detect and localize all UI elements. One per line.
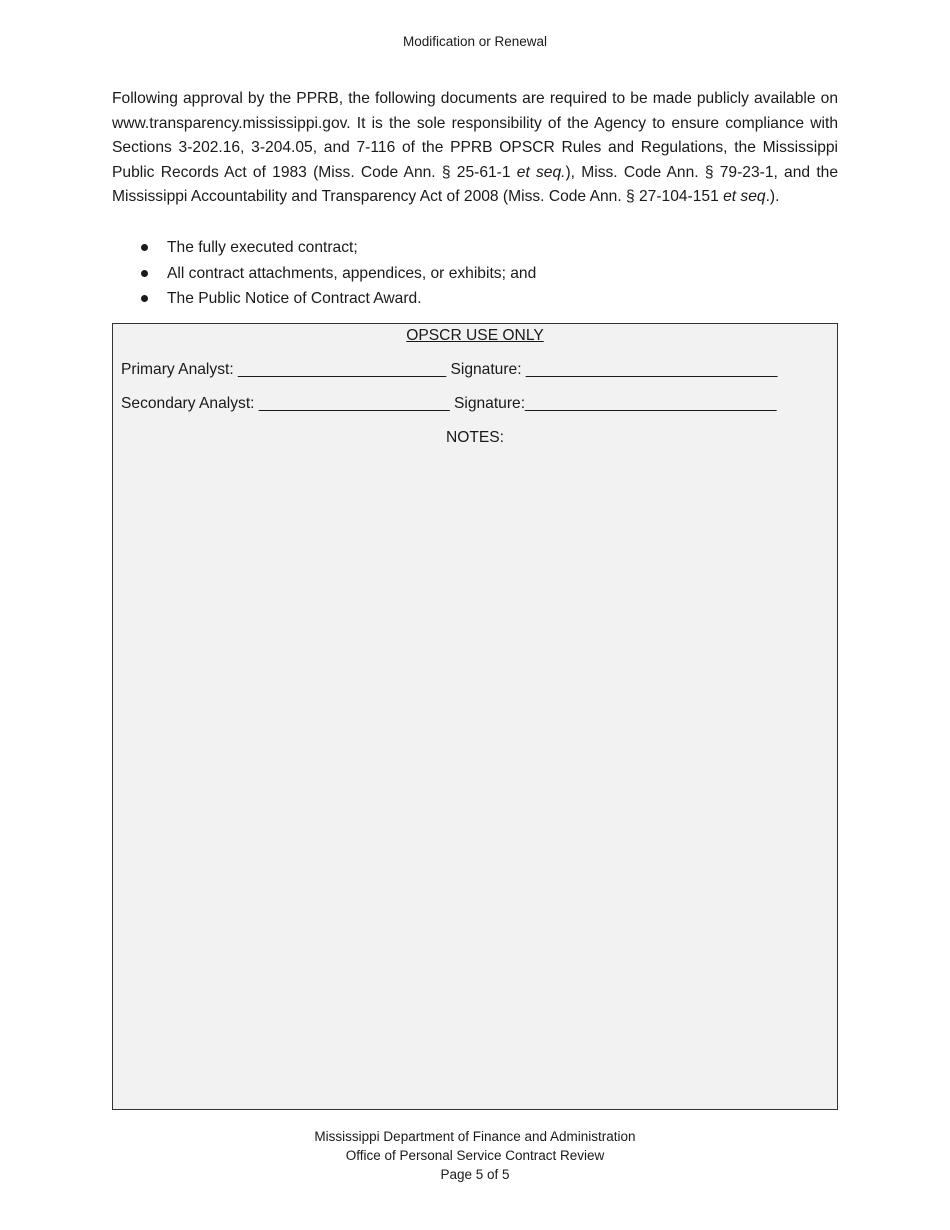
intro-text-part2: ), Miss. Code Ann. § 79-23-1, and the Mississippi Accountability and Transparency Act of 2008 (Miss. Code Ann. § 27-104-151 [112,163,838,205]
footer-page-number: Page 5 of 5 [440,1167,510,1182]
primary-signature-field[interactable]: _____________________________ [525,361,778,378]
bullet-icon [141,295,148,302]
list-item [112,235,838,261]
intro-italic-et-seq-2: et seq [723,188,766,205]
list-item-text: The Public Notice of Contract Award. [167,290,422,307]
secondary-signature-label: Signature: [449,395,526,412]
intro-text-part1: Following approval by the PPRB, the following documents are required to be made publicly available on www.transparency.mississippi.gov. It is the sole responsibility of the Agency to ensure compliance with Sections 3-202.16, 3-204.05, and 7-116 of the PPRB OPSCR Rules and Regulations, the Mississippi Public Records Act of 1983 (Miss. Code Ann. § 25-61-1 [112,90,838,181]
secondary-analyst-field[interactable]: ______________________ [258,395,450,412]
secondary-analyst-row [121,395,777,413]
header-title: Modification or Renewal [402,34,548,49]
bullet-icon [141,244,148,251]
footer-department: Mississippi Department of Finance and Administration [314,1129,636,1144]
list-item [112,261,838,287]
bullet-icon [141,270,148,277]
required-documents-list [112,235,838,312]
page-footer [0,1127,950,1184]
notes-label: NOTES: [445,429,505,446]
primary-analyst-label: Primary Analyst: [121,361,238,378]
primary-analyst-field[interactable]: ________________________ [237,361,447,378]
primary-analyst-row [121,361,777,379]
primary-signature-label: Signature: [446,361,526,378]
intro-italic-et-seq-1: et seq. [516,163,566,181]
list-item-text: All contract attachments, appendices, or exhibits; and [167,264,537,282]
secondary-analyst-label: Secondary Analyst: [121,395,259,412]
page-header [0,34,950,49]
footer-office: Office of Personal Service Contract Review [345,1148,605,1163]
opscr-box-title: OPSCR USE ONLY [406,327,544,344]
opscr-use-only-box [112,323,838,1110]
secondary-signature-field[interactable]: _____________________________ [525,395,777,412]
intro-text-part3: .). [765,188,780,205]
notes-area[interactable] [119,454,829,1099]
list-item [112,286,838,312]
list-item-text: The fully executed contract; [167,239,358,256]
intro-paragraph [112,87,838,210]
